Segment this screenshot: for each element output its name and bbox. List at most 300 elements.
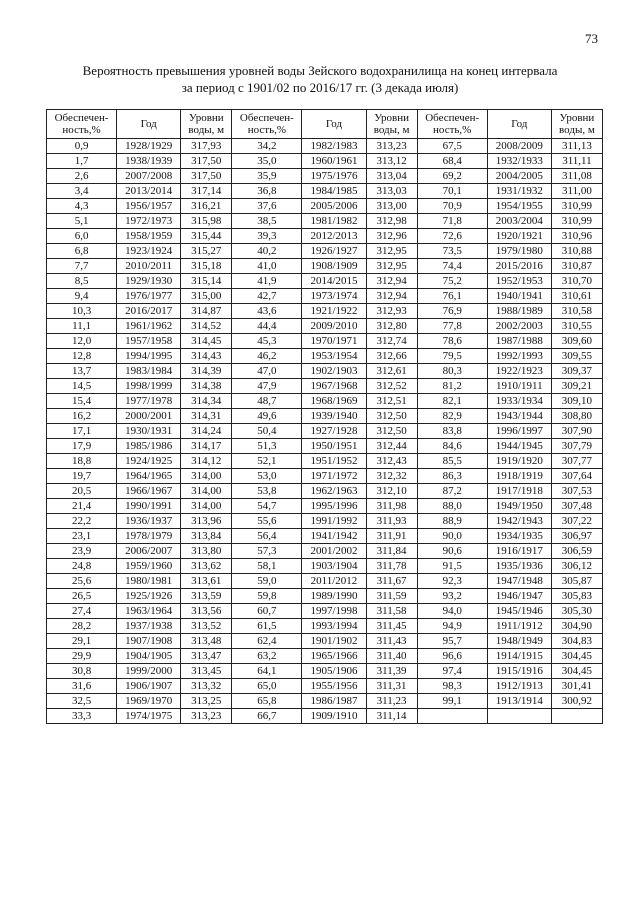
cell-water-level: 317,50	[181, 154, 232, 169]
cell-probability: 1,7	[47, 154, 117, 169]
cell-year: 1903/1904	[302, 559, 366, 574]
cell-water-level: 314,52	[181, 319, 232, 334]
cell-year: 1976/1977	[117, 289, 181, 304]
cell-year: 1910/1911	[487, 379, 551, 394]
cell-water-level: 313,52	[181, 619, 232, 634]
title-line-1: Вероятность превышения уровней воды Зейского водохранилища на конец интервала	[82, 63, 558, 78]
cell-water-level: 313,80	[181, 544, 232, 559]
table-row	[47, 409, 603, 424]
cell-probability: 82,9	[417, 409, 487, 424]
cell-water-level: 310,61	[551, 289, 602, 304]
cell-probability: 31,6	[47, 679, 117, 694]
table-row	[47, 424, 603, 439]
cell-year: 1945/1946	[487, 604, 551, 619]
cell-probability: 73,5	[417, 244, 487, 259]
title-line-2: за период с 1901/02 по 2016/17 гг. (3 декада июля)	[181, 80, 459, 95]
cell-year: 1928/1929	[117, 139, 181, 154]
cell-year: 1942/1943	[487, 514, 551, 529]
cell-year: 1991/1992	[302, 514, 366, 529]
cell-water-level: 314,38	[181, 379, 232, 394]
cell-water-level: 307,77	[551, 454, 602, 469]
cell-probability: 68,4	[417, 154, 487, 169]
cell-water-level: 311,91	[366, 529, 417, 544]
cell-probability: 33,3	[47, 709, 117, 724]
cell-water-level: 312,96	[366, 229, 417, 244]
cell-year: 1988/1989	[487, 304, 551, 319]
cell-probability: 99,1	[417, 694, 487, 709]
page-title	[40, 62, 600, 96]
table-row	[47, 604, 603, 619]
cell-probability: 5,1	[47, 214, 117, 229]
cell-water-level: 315,18	[181, 259, 232, 274]
cell-year: 1966/1967	[117, 484, 181, 499]
cell-year: 1947/1948	[487, 574, 551, 589]
cell-water-level: 311,58	[366, 604, 417, 619]
cell-year: 1972/1973	[117, 214, 181, 229]
table-row	[47, 214, 603, 229]
cell-probability: 8,5	[47, 274, 117, 289]
cell-probability: 91,5	[417, 559, 487, 574]
cell-probability: 56,4	[232, 529, 302, 544]
table-row	[47, 529, 603, 544]
cell-water-level: 311,59	[366, 589, 417, 604]
cell-year: 1906/1907	[117, 679, 181, 694]
cell-water-level: 310,88	[551, 244, 602, 259]
cell-water-level: 300,92	[551, 694, 602, 709]
cell-probability: 16,2	[47, 409, 117, 424]
cell-probability: 47,9	[232, 379, 302, 394]
cell-water-level: 311,78	[366, 559, 417, 574]
cell-water-level: 317,14	[181, 184, 232, 199]
table-row	[47, 514, 603, 529]
cell-probability: 76,1	[417, 289, 487, 304]
cell-year: 1971/1972	[302, 469, 366, 484]
header-line: воды, м	[188, 124, 225, 136]
cell-probability: 69,2	[417, 169, 487, 184]
cell-year: 1997/1998	[302, 604, 366, 619]
cell-water-level: 314,17	[181, 439, 232, 454]
table-row	[47, 439, 603, 454]
cell-probability: 35,0	[232, 154, 302, 169]
cell-probability: 30,8	[47, 664, 117, 679]
cell-water-level: 309,21	[551, 379, 602, 394]
table-row	[47, 499, 603, 514]
cell-year: 1938/1939	[117, 154, 181, 169]
cell-probability: 74,4	[417, 259, 487, 274]
header-line: Обеспечен-	[54, 112, 109, 124]
header-line: Уровни	[374, 112, 409, 124]
cell-water-level: 314,39	[181, 364, 232, 379]
cell-water-level: 310,55	[551, 319, 602, 334]
cell-water-level: 313,48	[181, 634, 232, 649]
cell-water-level: 312,44	[366, 439, 417, 454]
header-water-level-3	[551, 110, 602, 139]
cell-probability: 53,8	[232, 484, 302, 499]
cell-water-level: 307,22	[551, 514, 602, 529]
cell-probability: 87,2	[417, 484, 487, 499]
table-row	[47, 694, 603, 709]
table-row	[47, 169, 603, 184]
cell-water-level: 313,00	[366, 199, 417, 214]
cell-probability: 80,3	[417, 364, 487, 379]
cell-probability: 75,2	[417, 274, 487, 289]
cell-probability: 4,3	[47, 199, 117, 214]
cell-water-level: 307,90	[551, 424, 602, 439]
cell-water-level: 312,95	[366, 244, 417, 259]
cell-water-level: 306,12	[551, 559, 602, 574]
cell-year: 1999/2000	[117, 664, 181, 679]
cell-probability: 41,0	[232, 259, 302, 274]
cell-year: 1977/1978	[117, 394, 181, 409]
header-line: ность,%	[433, 124, 472, 136]
cell-water-level: 309,60	[551, 334, 602, 349]
cell-water-level: 311,08	[551, 169, 602, 184]
table-row	[47, 709, 603, 724]
cell-year: 1927/1928	[302, 424, 366, 439]
cell-probability: 90,6	[417, 544, 487, 559]
table-row	[47, 289, 603, 304]
cell-year: 1959/1960	[117, 559, 181, 574]
cell-probability: 79,5	[417, 349, 487, 364]
cell-probability: 17,9	[47, 439, 117, 454]
cell-water-level: 313,61	[181, 574, 232, 589]
cell-year: 2001/2002	[302, 544, 366, 559]
cell-year: 1983/1984	[117, 364, 181, 379]
cell-year: 2013/2014	[117, 184, 181, 199]
cell-probability: 58,1	[232, 559, 302, 574]
cell-water-level: 312,52	[366, 379, 417, 394]
cell-year: 1996/1997	[487, 424, 551, 439]
cell-probability: 53,0	[232, 469, 302, 484]
cell-water-level: 313,62	[181, 559, 232, 574]
cell-probability: 11,1	[47, 319, 117, 334]
cell-probability: 9,4	[47, 289, 117, 304]
cell-year: 1909/1910	[302, 709, 366, 724]
cell-water-level: 312,43	[366, 454, 417, 469]
cell-water-level: 310,99	[551, 214, 602, 229]
cell-year: 1940/1941	[487, 289, 551, 304]
cell-water-level: 315,44	[181, 229, 232, 244]
cell-probability: 82,1	[417, 394, 487, 409]
cell-year: 1979/1980	[487, 244, 551, 259]
cell-year: 1939/1940	[302, 409, 366, 424]
cell-year: 1922/1923	[487, 364, 551, 379]
cell-probability: 13,7	[47, 364, 117, 379]
table-row	[47, 679, 603, 694]
cell-water-level: 308,80	[551, 409, 602, 424]
cell-water-level: 305,30	[551, 604, 602, 619]
cell-year: 2009/2010	[302, 319, 366, 334]
cell-year: 1917/1918	[487, 484, 551, 499]
cell-year: 1937/1938	[117, 619, 181, 634]
cell-water-level: 312,61	[366, 364, 417, 379]
cell-probability: 61,5	[232, 619, 302, 634]
table-row	[47, 364, 603, 379]
cell-year: 1936/1937	[117, 514, 181, 529]
cell-probability: 12,0	[47, 334, 117, 349]
table-row	[47, 319, 603, 334]
cell-year: 2015/2016	[487, 259, 551, 274]
cell-probability: 19,7	[47, 469, 117, 484]
cell-water-level: 314,12	[181, 454, 232, 469]
cell-water-level: 311,43	[366, 634, 417, 649]
table-row	[47, 379, 603, 394]
header-line: Обеспечен-	[425, 112, 480, 124]
table-row	[47, 244, 603, 259]
cell-water-level: 314,00	[181, 484, 232, 499]
cell-probability: 10,3	[47, 304, 117, 319]
cell-year: 1933/1934	[487, 394, 551, 409]
cell-year: 1989/1990	[302, 589, 366, 604]
cell-year: 1965/1966	[302, 649, 366, 664]
header-year-1	[117, 110, 181, 139]
cell-year: 1921/1922	[302, 304, 366, 319]
cell-probability: 94,9	[417, 619, 487, 634]
cell-water-level: 315,00	[181, 289, 232, 304]
table-row	[47, 274, 603, 289]
cell-year: 1986/1987	[302, 694, 366, 709]
cell-water-level: 311,00	[551, 184, 602, 199]
cell-water-level: 314,24	[181, 424, 232, 439]
cell-water-level: 311,39	[366, 664, 417, 679]
cell-water-level: 311,23	[366, 694, 417, 709]
cell-year: 1993/1994	[302, 619, 366, 634]
cell-water-level: 312,32	[366, 469, 417, 484]
cell-water-level: 309,55	[551, 349, 602, 364]
cell-probability: 37,6	[232, 199, 302, 214]
cell-year: 1962/1963	[302, 484, 366, 499]
cell-water-level: 311,11	[551, 154, 602, 169]
cell-probability: 65,8	[232, 694, 302, 709]
cell-water-level: 313,84	[181, 529, 232, 544]
cell-probability: 66,7	[232, 709, 302, 724]
header-line: Год	[325, 118, 343, 130]
cell-year: 1995/1996	[302, 499, 366, 514]
cell-year: 1968/1969	[302, 394, 366, 409]
cell-probability: 81,2	[417, 379, 487, 394]
cell-probability: 48,7	[232, 394, 302, 409]
cell-probability: 41,9	[232, 274, 302, 289]
cell-year: 1985/1986	[117, 439, 181, 454]
cell-probability: 6,0	[47, 229, 117, 244]
cell-probability: 94,0	[417, 604, 487, 619]
cell-year: 1964/1965	[117, 469, 181, 484]
cell-water-level: 314,00	[181, 469, 232, 484]
cell-probability: 45,3	[232, 334, 302, 349]
cell-water-level: 310,96	[551, 229, 602, 244]
cell-water-level: 310,70	[551, 274, 602, 289]
header-probability-2	[232, 110, 302, 139]
cell-water-level: 309,37	[551, 364, 602, 379]
cell-water-level: 317,50	[181, 169, 232, 184]
cell-probability: 65,0	[232, 679, 302, 694]
cell-probability: 59,8	[232, 589, 302, 604]
cell-year: 1984/1985	[302, 184, 366, 199]
cell-probability: 0,9	[47, 139, 117, 154]
cell-year: 1990/1991	[117, 499, 181, 514]
cell-water-level: 312,98	[366, 214, 417, 229]
cell-water-level: 311,14	[366, 709, 417, 724]
cell-year: 1960/1961	[302, 154, 366, 169]
cell-probability: 96,6	[417, 649, 487, 664]
cell-water-level: 311,98	[366, 499, 417, 514]
cell-water-level: 317,93	[181, 139, 232, 154]
cell-probability: 47,0	[232, 364, 302, 379]
cell-probability: 20,5	[47, 484, 117, 499]
cell-water-level: 316,21	[181, 199, 232, 214]
cell-probability: 14,5	[47, 379, 117, 394]
cell-probability: 2,6	[47, 169, 117, 184]
cell-year: 1925/1926	[117, 589, 181, 604]
cell-year: 1963/1964	[117, 604, 181, 619]
cell-probability: 92,3	[417, 574, 487, 589]
cell-probability: 86,3	[417, 469, 487, 484]
cell-year: 1951/1952	[302, 454, 366, 469]
header-water-level-1	[181, 110, 232, 139]
header-line: Уровни	[188, 112, 224, 124]
cell-water-level: 315,14	[181, 274, 232, 289]
cell-probability: 90,0	[417, 529, 487, 544]
cell-probability: 46,2	[232, 349, 302, 364]
cell-water-level: 304,45	[551, 649, 602, 664]
cell-year: 1923/1924	[117, 244, 181, 259]
header-probability-3	[417, 110, 487, 139]
cell-water-level: 307,53	[551, 484, 602, 499]
cell-probability: 95,7	[417, 634, 487, 649]
cell-water-level: 313,23	[366, 139, 417, 154]
cell-year: 1955/1956	[302, 679, 366, 694]
table-row	[47, 139, 603, 154]
cell-probability: 76,9	[417, 304, 487, 319]
cell-probability: 50,4	[232, 424, 302, 439]
cell-year: 1913/1914	[487, 694, 551, 709]
cell-water-level: 306,59	[551, 544, 602, 559]
cell-probability: 62,4	[232, 634, 302, 649]
cell-year: 2000/2001	[117, 409, 181, 424]
cell-probability: 12,8	[47, 349, 117, 364]
cell-year: 1946/1947	[487, 589, 551, 604]
cell-year: 1926/1927	[302, 244, 366, 259]
cell-water-level: 313,23	[181, 709, 232, 724]
cell-year: 1918/1919	[487, 469, 551, 484]
cell-year: 1956/1957	[117, 199, 181, 214]
cell-probability: 49,6	[232, 409, 302, 424]
header-line: воды, м	[373, 124, 410, 136]
cell-water-level: 312,50	[366, 424, 417, 439]
cell-probability: 7,7	[47, 259, 117, 274]
cell-probability: 35,9	[232, 169, 302, 184]
cell-year: 1978/1979	[117, 529, 181, 544]
cell-probability: 22,2	[47, 514, 117, 529]
cell-year: 1929/1930	[117, 274, 181, 289]
cell-water-level: 313,04	[366, 169, 417, 184]
cell-water-level: 314,00	[181, 499, 232, 514]
table-row	[47, 454, 603, 469]
cell-year: 1941/1942	[302, 529, 366, 544]
cell-probability: 43,6	[232, 304, 302, 319]
table-row	[47, 394, 603, 409]
table-row	[47, 544, 603, 559]
cell-water-level: 315,98	[181, 214, 232, 229]
cell-probability: 55,6	[232, 514, 302, 529]
table-row	[47, 229, 603, 244]
cell-year: 1924/1925	[117, 454, 181, 469]
cell-probability: 36,8	[232, 184, 302, 199]
cell-year: 1982/1983	[302, 139, 366, 154]
header-year-3	[487, 110, 551, 139]
cell-year: 1914/1915	[487, 649, 551, 664]
cell-water-level: 315,27	[181, 244, 232, 259]
cell-year: 2011/2012	[302, 574, 366, 589]
cell-year: 1944/1945	[487, 439, 551, 454]
cell-water-level: 309,10	[551, 394, 602, 409]
table-row	[47, 559, 603, 574]
cell-year: 1920/1921	[487, 229, 551, 244]
cell-year: 2012/2013	[302, 229, 366, 244]
cell-year: 1915/1916	[487, 664, 551, 679]
cell-year: 2006/2007	[117, 544, 181, 559]
cell-probability: 18,8	[47, 454, 117, 469]
cell-probability: 29,9	[47, 649, 117, 664]
cell-year: 1975/1976	[302, 169, 366, 184]
cell-year: 1961/1962	[117, 319, 181, 334]
cell-year: 1916/1917	[487, 544, 551, 559]
table-row	[47, 649, 603, 664]
cell-water-level: 313,03	[366, 184, 417, 199]
cell-water-level: 304,45	[551, 664, 602, 679]
cell-probability: 88,0	[417, 499, 487, 514]
cell-year: 1987/1988	[487, 334, 551, 349]
cell-probability: 70,9	[417, 199, 487, 214]
cell-water-level: 312,10	[366, 484, 417, 499]
cell-probability: 24,8	[47, 559, 117, 574]
cell-year: 1954/1955	[487, 199, 551, 214]
cell-water-level: 313,25	[181, 694, 232, 709]
cell-water-level: 314,43	[181, 349, 232, 364]
cell-water-level: 314,45	[181, 334, 232, 349]
cell-water-level: 314,31	[181, 409, 232, 424]
cell-probability: 84,6	[417, 439, 487, 454]
cell-probability: 83,8	[417, 424, 487, 439]
cell-year: 1904/1905	[117, 649, 181, 664]
cell-year: 2008/2009	[487, 139, 551, 154]
cell-year: 1901/1902	[302, 634, 366, 649]
cell-water-level: 313,12	[366, 154, 417, 169]
cell-year: 1969/1970	[117, 694, 181, 709]
cell-probability: 17,1	[47, 424, 117, 439]
cell-water-level: 311,45	[366, 619, 417, 634]
table-row	[47, 484, 603, 499]
cell-year	[487, 709, 551, 724]
cell-water-level: 312,66	[366, 349, 417, 364]
cell-water-level	[551, 709, 602, 724]
cell-year: 2007/2008	[117, 169, 181, 184]
cell-year: 1943/1944	[487, 409, 551, 424]
table-body	[47, 139, 603, 724]
cell-water-level: 313,47	[181, 649, 232, 664]
cell-year: 1902/1903	[302, 364, 366, 379]
cell-water-level: 312,95	[366, 259, 417, 274]
cell-year: 1981/1982	[302, 214, 366, 229]
page-number: 73	[585, 31, 598, 46]
cell-year: 1919/1920	[487, 454, 551, 469]
cell-water-level: 305,87	[551, 574, 602, 589]
cell-probability: 15,4	[47, 394, 117, 409]
table-row	[47, 349, 603, 364]
cell-probability: 57,3	[232, 544, 302, 559]
cell-water-level: 310,87	[551, 259, 602, 274]
cell-year: 1998/1999	[117, 379, 181, 394]
